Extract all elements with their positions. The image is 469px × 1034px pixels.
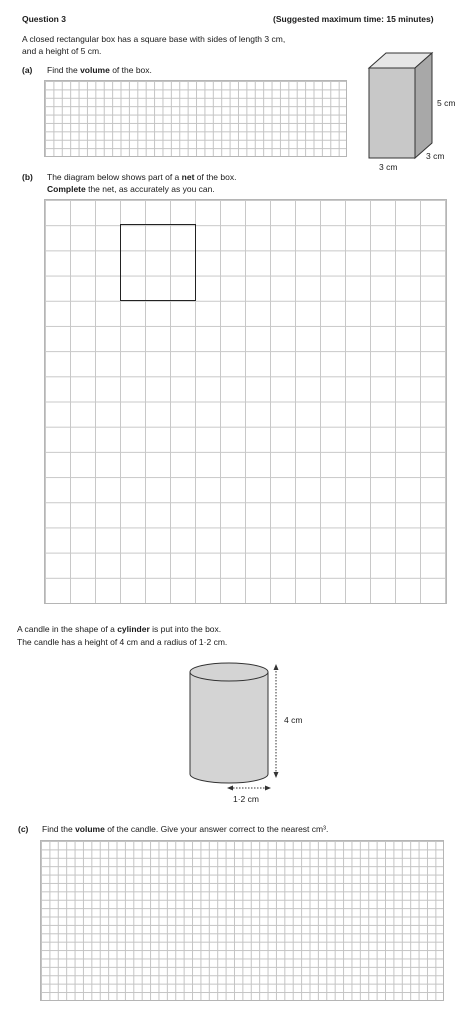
net-grid[interactable] [44, 199, 447, 604]
candle-text-post: is put into the box. [149, 624, 222, 634]
net-base-square [120, 224, 196, 301]
part-b-line-1 [47, 171, 236, 183]
cylinder-radius-label: 1·2 cm [233, 794, 259, 804]
box-diagram [360, 48, 465, 178]
part-b-text-bold: net [181, 172, 195, 182]
answer-grid-c[interactable] [40, 840, 444, 1001]
box-height-label: 5 cm [437, 98, 456, 108]
part-b-label: (b) [22, 172, 33, 182]
question-title: Question 3 [22, 14, 66, 24]
part-a-label: (a) [22, 65, 33, 75]
part-a-text-pre: Find the [47, 65, 81, 75]
part-c-label: (c) [18, 824, 29, 834]
part-b-text-post: of the box. [194, 172, 237, 182]
cylinder-diagram [180, 658, 320, 808]
box-front-face [369, 68, 415, 158]
radius-arrow-right-head [265, 786, 271, 791]
part-c-question [42, 823, 328, 835]
intro-line-1: A closed rectangular box has a square base with sides of length 3 cm, [22, 34, 286, 44]
part-b-line-2 [47, 183, 215, 195]
part-b-line-2-text: the net, as accurately as you can. [85, 184, 215, 194]
cylinder-height-label: 4 cm [284, 715, 303, 725]
part-a-question [47, 64, 152, 76]
candle-line-1 [17, 623, 221, 635]
box-side-face [415, 53, 432, 158]
box-width-label: 3 cm [379, 162, 398, 172]
height-arrow-bottom-head [274, 772, 279, 778]
box-depth-label: 3 cm [426, 151, 445, 161]
part-b-complete-bold: Complete [47, 184, 86, 194]
radius-arrow-left-head [227, 786, 233, 791]
part-c-text-pre: Find the [42, 824, 76, 834]
part-c-text-post: of the candle. Give your answer correct to the nearest cm³. [104, 824, 329, 834]
part-a-text-bold: volume [80, 65, 110, 75]
candle-text-pre: A candle in the shape of a [17, 624, 118, 634]
intro-line-2: and a height of 5 cm. [22, 46, 102, 56]
candle-line-2: The candle has a height of 4 cm and a radius of 1·2 cm. [17, 637, 228, 647]
cylinder-top [190, 663, 268, 681]
cylinder-body [190, 672, 268, 783]
height-arrow-top-head [274, 664, 279, 670]
suggested-time: (Suggested maximum time: 15 minutes) [273, 14, 434, 24]
part-b-text-pre: The diagram below shows part of a [47, 172, 182, 182]
part-a-text-post: of the box. [109, 65, 152, 75]
answer-grid-a[interactable] [44, 80, 347, 157]
part-c-text-bold: volume [75, 824, 105, 834]
candle-text-bold: cylinder [117, 624, 150, 634]
